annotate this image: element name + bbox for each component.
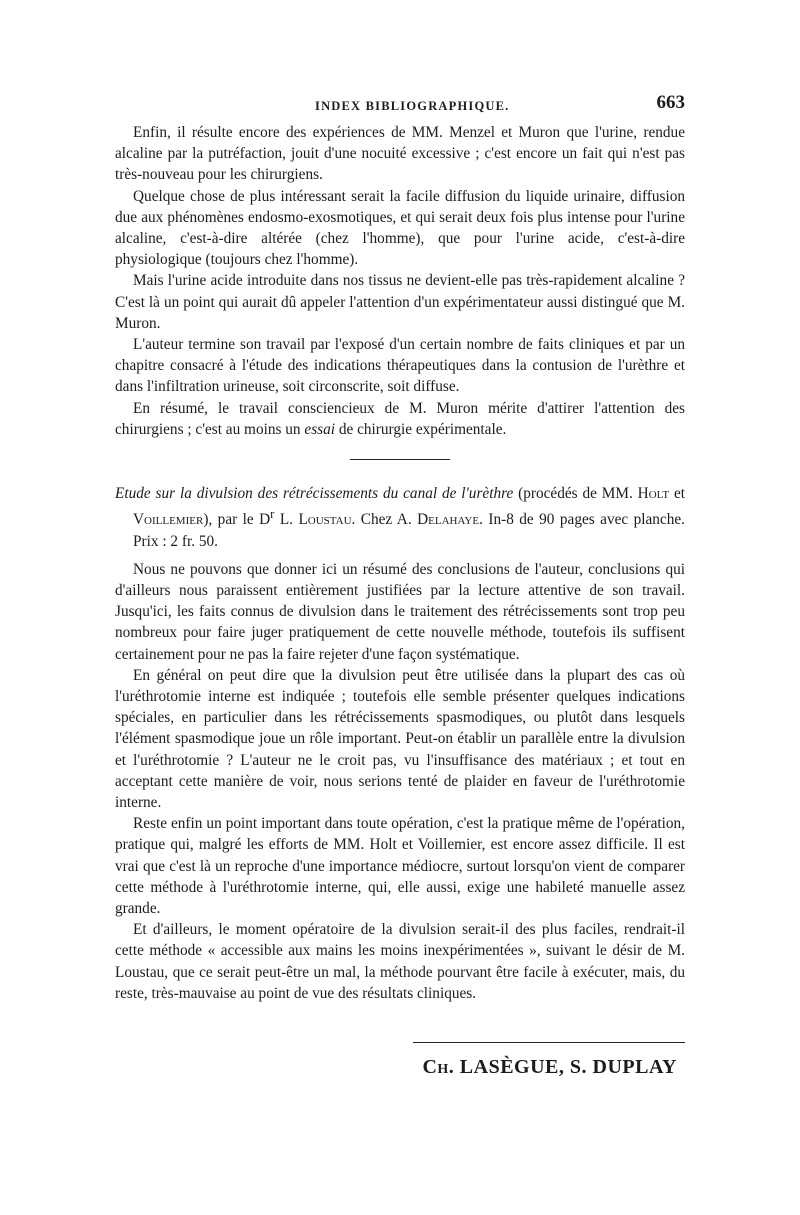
closing-text-after: de chirurgie expérimentale. xyxy=(335,420,507,438)
paragraph: Nous ne pouvons que donner ici un résumé des conclusions de l'auteur, conclusions qui d'ailleurs nous paraissent entièrement justifiées par la lecture attentive de son travail. Jusqu'ici, les faits connus de divulsion dans le traitement des rétrécissements sont trop peu nombreux pour faire juger pratiquement de cette nouvelle méthode, toutefois ils suffisent certainement pour ne pas la faire rejeter d'une façon systématique. xyxy=(115,560,685,663)
paragraph: Quelque chose de plus intéressant serait la facile diffusion du liquide urinaire, diffusion due aux phénomènes endosmo-exosmotiques, et qui serait deux fois plus intense pour l'urine alcaline, c'est-à-dire altérée (chez l'homme), que pour l'urine acide, c'est-à-dire physiologique (toujours chez l'homme). xyxy=(115,187,685,269)
section-separator xyxy=(350,459,450,460)
author-name: Holt xyxy=(637,485,670,503)
page-number: 663 xyxy=(656,92,685,113)
author-name: Voillemier xyxy=(133,511,204,529)
running-head xyxy=(115,92,685,122)
page xyxy=(115,92,685,1078)
closing-text-before: En résumé, le travail consciencieux de M. Muron mérite d'attirer l'attention des chirurgiens ; c'est au moins un xyxy=(115,399,685,438)
bibliographic-reference xyxy=(115,483,685,552)
review-body xyxy=(115,559,685,1004)
reference-text: (procédés de MM. xyxy=(513,485,638,503)
superscript: r xyxy=(270,507,275,522)
reference-title: Etude sur la divulsion des rétrécissements du canal de l'urèthre xyxy=(115,485,514,503)
paragraph: L'auteur termine son travail par l'exposé d'un certain nombre de faits cliniques et par un chapitre consacré à l'étude des indications thérapeutiques dans la contusion de l'urèthre et dans l'infiltration urineuse, soit circonscrite, soit diffuse. xyxy=(115,336,685,396)
signature-names: LASÈGUE, S. DUPLAY xyxy=(454,1056,677,1079)
signature-rule xyxy=(413,1042,685,1043)
closing-emphasis: essai xyxy=(304,420,336,438)
paragraph: En général on peut dire que la divulsion peut être utilisée dans la plupart des cas où l'uréthrotomie interne est indiquée ; toutefois elle semble présenter quelques indications spéciales, en particulier dans les rétrécissements spasmodiques, ou plutôt dans lesquels l'élément spasmodique joue un rôle important. Peut-on établir un parallèle entre la divulsion et l'uréthrotomie ? L'auteur ne le croit pas, vu l'insuffisance des matériaux ; et tout en acceptant cette manière de voir, nous serions tenté de plaider en faveur de l'uréthrotomie interne. xyxy=(115,666,685,811)
reference-text: . Chez A. xyxy=(351,511,418,529)
publisher-name: Delahaye xyxy=(417,511,480,529)
author-name: Loustau xyxy=(298,511,352,529)
paragraph: Enfin, il résulte encore des expériences de MM. Menzel et Muron que l'urine, rendue alcaline par la putréfaction, jouit d'une nocuité excessive ; c'est encore un fait qui n'est pas très-nouveau pour les chirurgiens. xyxy=(115,124,685,184)
reference-text: ), par le D xyxy=(203,511,271,529)
review-continuation xyxy=(115,122,685,440)
running-title: INDEX BIBLIOGRAPHIQUE. xyxy=(315,99,510,113)
closing-paragraph xyxy=(115,398,685,440)
reference-text: . In-8 de 90 pages avec planche. Prix : 2 fr. 50. xyxy=(133,511,685,550)
paragraph: Mais l'urine acide introduite dans nos tissus ne devient-elle pas très-rapidement alcaline ? C'est là un point qui aurait dû appeler l'attention d'un expérimentateur aussi distingué que M. Muron. xyxy=(115,272,685,332)
reference-text: L. xyxy=(274,511,299,529)
reference-text: et xyxy=(669,485,685,503)
signature-initials: Ch. xyxy=(422,1056,455,1079)
paragraph: Et d'ailleurs, le moment opératoire de la divulsion serait-il des plus faciles, rendrait-il cette méthode « accessible aux mains les moins inexpérimentées », suivant le désir de M. Loustau, que ce serait peut-être un mal, la méthode pourvant être facile à exécuter, mais, du reste, très-mauvaise au point de vue des résultats cliniques. xyxy=(115,921,685,1002)
signature xyxy=(115,1057,685,1078)
paragraph: Reste enfin un point important dans toute opération, c'est la pratique même de l'opération, pratique qui, malgré les efforts de MM. Holt et Voillemier, est encore assez difficile. Il est vrai que c'est là un reproche d'une importance médiocre, surtout lorsqu'on vient de comparer cette méthode à l'uréthrotomie interne, qui, elle aussi, exige une habileté manuelle assez grande. xyxy=(115,815,685,917)
